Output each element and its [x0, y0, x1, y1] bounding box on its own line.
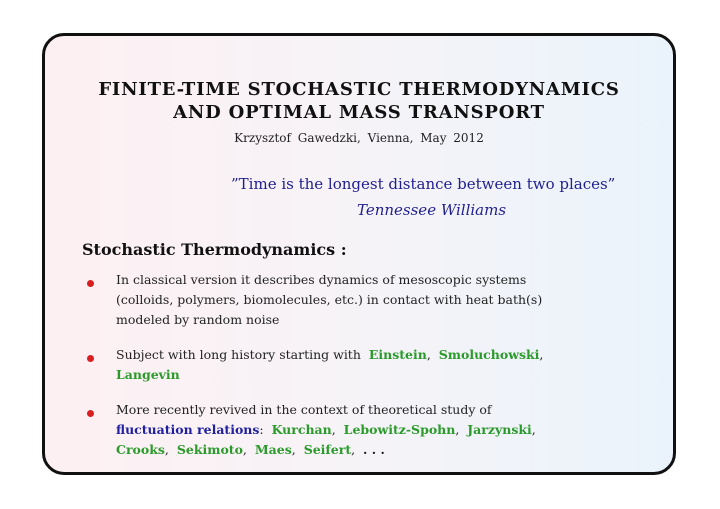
bullet-3-line-1: More recently revived in the context of theoretical study of [116, 402, 492, 417]
name-lebowitz-spohn: Lebowitz-Spohn [343, 422, 456, 437]
name-maes: Maes [254, 442, 292, 457]
section-heading: Stochastic Thermodynamics : [82, 240, 347, 259]
bullet-text-2 [116, 345, 656, 385]
ellipsis: . . . [363, 442, 385, 457]
name-kurchan: Kurchan [271, 422, 332, 437]
bullet-text-3 [116, 400, 656, 460]
bullet-3-line-3: Crooks, Sekimoto, Maes, Seifert, . . . [116, 442, 385, 457]
bullet-2-line-2 [116, 365, 656, 385]
quote-text: ”Time is the longest distance between two places” [231, 175, 616, 193]
title-line-1: FINITE-TIME STOCHASTIC THERMODYNAMICS [98, 79, 620, 100]
title-line-2: AND OPTIMAL MASS TRANSPORT [173, 102, 545, 123]
bullet-text-1 [116, 270, 656, 330]
bullet-2-line-1: Subject with long history starting with Einstein, Smoluchowski, [116, 347, 544, 362]
name-smoluchowski: Smoluchowski [438, 347, 540, 362]
bullet-1-line-3: modeled by random noise [116, 312, 280, 327]
bullet-dot-icon [87, 280, 94, 287]
author-line: Krzysztof Gawedzki, Vienna, May 2012 [234, 131, 484, 145]
slide-title [45, 78, 673, 124]
quote-author: Tennessee Williams [357, 201, 507, 219]
bullet-1-line-2: (colloids, polymers, biomolecules, etc.) in contact with heat bath(s) [116, 292, 543, 307]
slide-frame [42, 33, 676, 475]
bullet-dot-icon [87, 410, 94, 417]
name-crooks: Crooks [116, 442, 165, 457]
bullet-3-line-2: fluctuation relations: Kurchan, Lebowitz-Spohn, Jarzynski, [116, 422, 536, 437]
bullet-1-line-1: In classical version it describes dynamics of mesoscopic systems [116, 272, 527, 287]
name-langevin: Langevin [116, 367, 180, 382]
bullet-dot-icon [87, 355, 94, 362]
fluctuation-relations-term: fluctuation relations [116, 422, 260, 437]
name-jarzynski: Jarzynski [467, 422, 532, 437]
name-einstein: Einstein [368, 347, 427, 362]
name-seifert: Seifert [303, 442, 352, 457]
name-sekimoto: Sekimoto [176, 442, 243, 457]
bullet-2-intro: Subject with long history starting with [116, 347, 361, 362]
